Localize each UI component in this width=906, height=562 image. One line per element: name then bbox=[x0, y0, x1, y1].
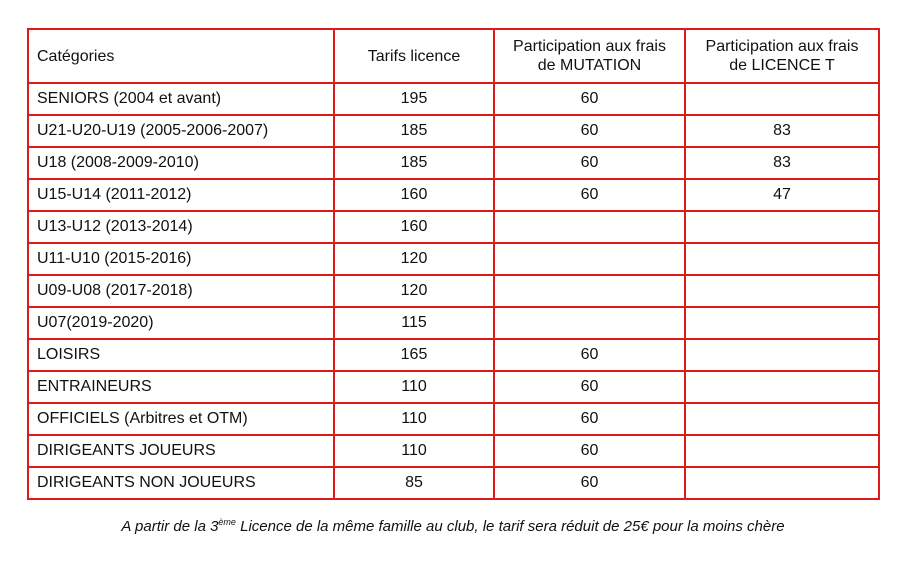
cell-licence-t-fee bbox=[685, 371, 879, 403]
cell-license-price: 110 bbox=[334, 403, 494, 435]
table-row bbox=[28, 179, 879, 211]
table-row bbox=[28, 243, 879, 275]
cell-category: U21-U20-U19 (2005-2006-2007) bbox=[28, 115, 334, 147]
cell-mutation-fee: 60 bbox=[494, 179, 685, 211]
cell-category: ENTRAINEURS bbox=[28, 371, 334, 403]
cell-licence-t-fee bbox=[685, 403, 879, 435]
footnote-superscript: ème bbox=[218, 517, 236, 527]
cell-category: SENIORS (2004 et avant) bbox=[28, 83, 334, 115]
table-row bbox=[28, 211, 879, 243]
cell-licence-t-fee bbox=[685, 339, 879, 371]
cell-mutation-fee: 60 bbox=[494, 115, 685, 147]
cell-license-price: 185 bbox=[334, 147, 494, 179]
cell-mutation-fee: 60 bbox=[494, 83, 685, 115]
header-licence-t-fee bbox=[685, 29, 879, 83]
cell-license-price: 185 bbox=[334, 115, 494, 147]
header-categories: Catégories bbox=[28, 29, 334, 83]
cell-mutation-fee: 60 bbox=[494, 339, 685, 371]
cell-category: DIRIGEANTS NON JOUEURS bbox=[28, 467, 334, 499]
cell-mutation-fee: 60 bbox=[494, 371, 685, 403]
cell-category: U11-U10 (2015-2016) bbox=[28, 243, 334, 275]
table-row bbox=[28, 275, 879, 307]
cell-licence-t-fee: 83 bbox=[685, 147, 879, 179]
cell-category: U18 (2008-2009-2010) bbox=[28, 147, 334, 179]
cell-licence-t-fee bbox=[685, 83, 879, 115]
cell-license-price: 110 bbox=[334, 371, 494, 403]
table-row bbox=[28, 371, 879, 403]
cell-mutation-fee bbox=[494, 307, 685, 339]
header-licence-t-line2: de LICENCE T bbox=[729, 57, 835, 74]
cell-licence-t-fee bbox=[685, 275, 879, 307]
cell-category: OFFICIELS (Arbitres et OTM) bbox=[28, 403, 334, 435]
cell-category: DIRIGEANTS JOUEURS bbox=[28, 435, 334, 467]
cell-licence-t-fee bbox=[685, 435, 879, 467]
table-row bbox=[28, 115, 879, 147]
table-body bbox=[28, 83, 879, 499]
cell-licence-t-fee bbox=[685, 467, 879, 499]
table-row bbox=[28, 339, 879, 371]
header-mutation-fee bbox=[494, 29, 685, 83]
table-row bbox=[28, 403, 879, 435]
cell-license-price: 160 bbox=[334, 211, 494, 243]
cell-mutation-fee bbox=[494, 275, 685, 307]
table-row bbox=[28, 83, 879, 115]
footnote-text-start: A partir de la 3 bbox=[121, 518, 219, 535]
table-row bbox=[28, 147, 879, 179]
header-mutation-line2: de MUTATION bbox=[537, 57, 642, 74]
table-row bbox=[28, 467, 879, 499]
cell-licence-t-fee bbox=[685, 243, 879, 275]
cell-mutation-fee: 60 bbox=[494, 467, 685, 499]
cell-category: U07(2019-2020) bbox=[28, 307, 334, 339]
footnote-text-end: Licence de la même famille au club, le tarif sera réduit de 25€ pour la moins chère bbox=[235, 518, 785, 535]
cell-mutation-fee: 60 bbox=[494, 403, 685, 435]
cell-category: U15-U14 (2011-2012) bbox=[28, 179, 334, 211]
cell-mutation-fee: 60 bbox=[494, 147, 685, 179]
table-row bbox=[28, 435, 879, 467]
header-license-price: Tarifs licence bbox=[334, 29, 494, 83]
cell-licence-t-fee: 83 bbox=[685, 115, 879, 147]
tariff-table bbox=[27, 28, 880, 500]
cell-license-price: 110 bbox=[334, 435, 494, 467]
table-header-row bbox=[28, 29, 879, 83]
cell-licence-t-fee bbox=[685, 307, 879, 339]
cell-licence-t-fee bbox=[685, 211, 879, 243]
header-licence-t-line1: Participation aux frais bbox=[705, 38, 859, 55]
cell-license-price: 165 bbox=[334, 339, 494, 371]
cell-mutation-fee bbox=[494, 243, 685, 275]
cell-license-price: 160 bbox=[334, 179, 494, 211]
cell-license-price: 115 bbox=[334, 307, 494, 339]
cell-category: LOISIRS bbox=[28, 339, 334, 371]
cell-category: U13-U12 (2013-2014) bbox=[28, 211, 334, 243]
cell-mutation-fee bbox=[494, 211, 685, 243]
header-mutation-line1: Participation aux frais bbox=[513, 38, 666, 55]
table-row bbox=[28, 307, 879, 339]
cell-license-price: 120 bbox=[334, 243, 494, 275]
footnote bbox=[0, 518, 906, 535]
cell-license-price: 195 bbox=[334, 83, 494, 115]
cell-mutation-fee: 60 bbox=[494, 435, 685, 467]
cell-category: U09-U08 (2017-2018) bbox=[28, 275, 334, 307]
cell-licence-t-fee: 47 bbox=[685, 179, 879, 211]
cell-license-price: 85 bbox=[334, 467, 494, 499]
cell-license-price: 120 bbox=[334, 275, 494, 307]
